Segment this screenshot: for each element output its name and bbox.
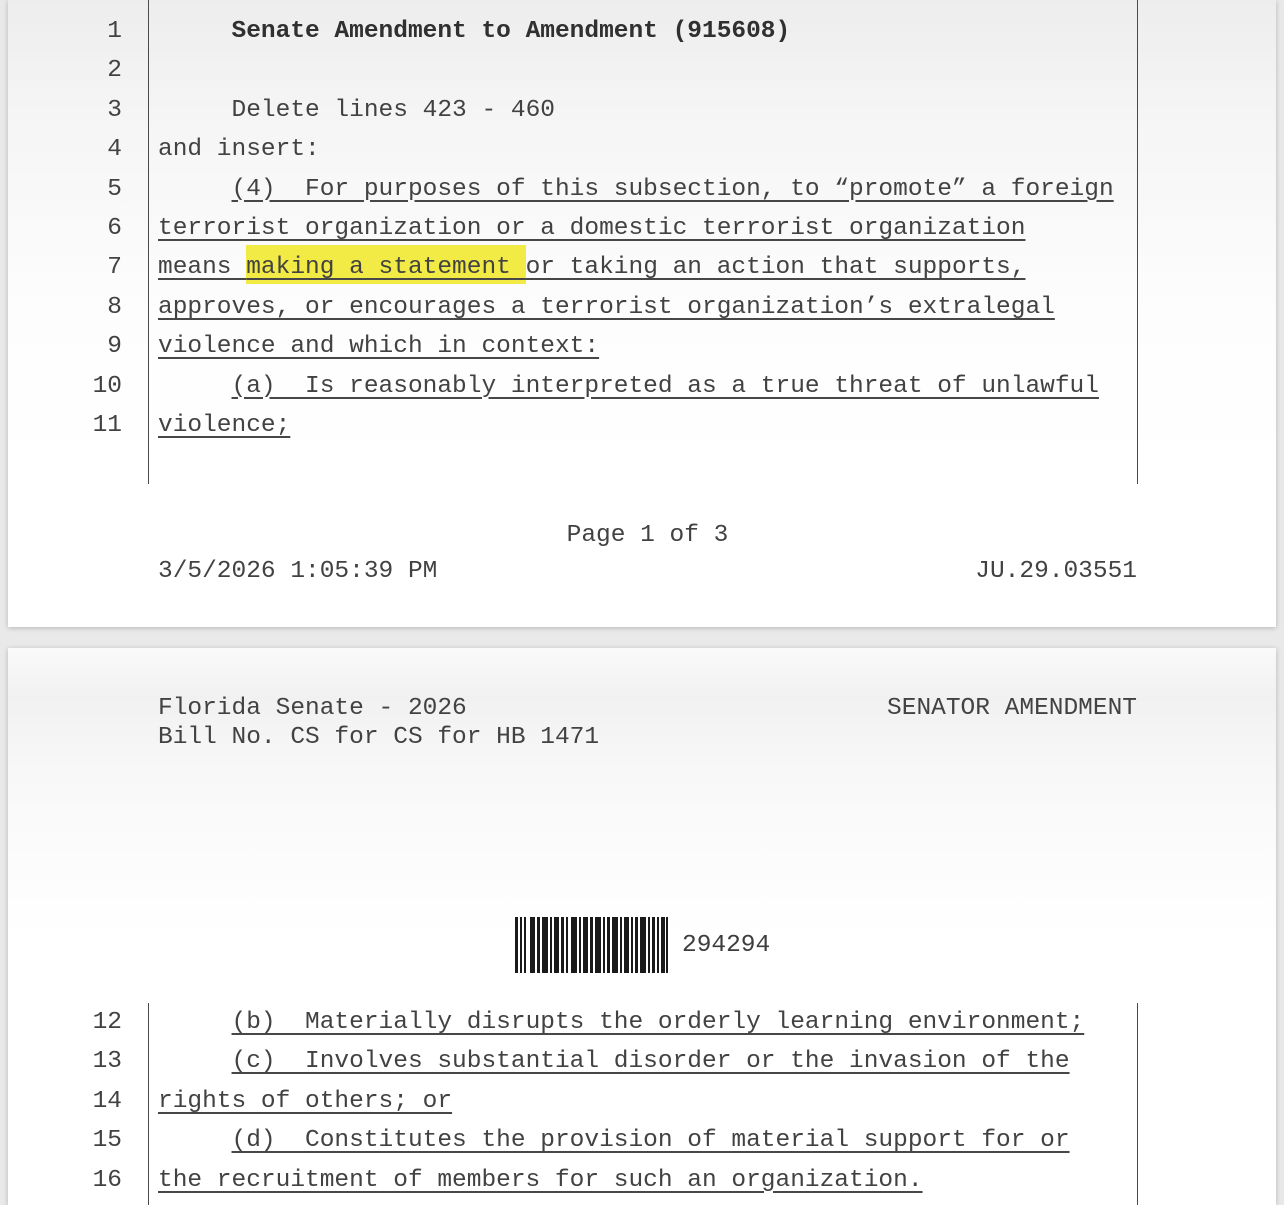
line-number: 7	[107, 254, 122, 282]
document-line	[8, 51, 1276, 90]
line-indent	[158, 176, 232, 203]
document-line	[8, 170, 1276, 209]
line-body	[158, 215, 1025, 242]
document-line	[8, 406, 1276, 445]
line-body	[232, 373, 1099, 400]
line-text	[158, 288, 1055, 327]
document-line	[8, 209, 1276, 248]
line-text	[158, 367, 1099, 406]
barcode-icon	[515, 917, 670, 973]
line-number: 4	[107, 136, 122, 164]
document-page-1	[8, 0, 1276, 627]
line-text	[158, 406, 290, 445]
line-text	[158, 209, 1025, 248]
line-text	[158, 1121, 1070, 1160]
line-text	[158, 327, 599, 366]
document-line	[8, 327, 1276, 366]
line-number: 8	[107, 293, 122, 321]
text-segment: approves, or encourages a terrorist organization’s extralegal	[158, 293, 1055, 321]
text-segment: means	[158, 254, 247, 282]
document-page-2	[8, 648, 1276, 1205]
line-text	[158, 1042, 1070, 1081]
line-body	[158, 1167, 923, 1194]
line-text	[158, 130, 320, 169]
text-segment: the recruitment of members for such an organization.	[158, 1166, 923, 1194]
text-segment: violence and which in context:	[158, 333, 600, 361]
line-body	[232, 18, 791, 45]
line-body	[158, 1088, 452, 1115]
document-line	[8, 1082, 1276, 1121]
line-indent	[158, 97, 232, 124]
document-line	[8, 1042, 1276, 1081]
document-line	[8, 12, 1276, 51]
text-segment: (d) Constitutes the provision of material support for or	[231, 1127, 1070, 1155]
document-line	[8, 130, 1276, 169]
line-body	[158, 245, 1025, 284]
line-text	[158, 1161, 923, 1200]
text-segment: terrorist organization or a domestic terrorist organization	[158, 214, 1026, 242]
line-indent	[158, 1127, 232, 1154]
page-number-label: Page 1 of 3	[566, 522, 729, 549]
text-segment: Senate Amendment to Amendment (915608)	[231, 18, 791, 45]
text-segment: Delete lines 423 - 460	[231, 96, 555, 124]
text-segment: violence;	[158, 411, 291, 439]
line-indent	[158, 1009, 232, 1036]
line-body	[232, 1048, 1070, 1075]
text-segment: (b) Materially disrupts the orderly learning environment;	[231, 1009, 1085, 1036]
line-text	[158, 248, 1025, 287]
line-text	[158, 12, 790, 51]
document-line	[8, 367, 1276, 406]
line-text	[158, 1082, 452, 1121]
line-body	[232, 97, 555, 124]
barcode-block	[515, 917, 770, 973]
line-number: 16	[92, 1166, 122, 1194]
page1-line-list	[8, 12, 1276, 445]
line-body	[158, 412, 290, 439]
page2-header-row2	[158, 723, 1137, 752]
line-number: 10	[92, 372, 122, 400]
line-body	[232, 1009, 1085, 1036]
header-session: Florida Senate - 2026	[158, 695, 467, 722]
barcode-number: 294294	[682, 931, 771, 959]
line-text	[158, 170, 1114, 209]
line-body	[232, 1127, 1070, 1154]
line-number: 12	[92, 1009, 122, 1036]
header-doc-type: SENATOR AMENDMENT	[887, 695, 1137, 722]
header-bill-number: Bill No. CS for CS for HB 1471	[158, 724, 600, 751]
line-indent	[158, 1048, 232, 1075]
line-text	[158, 91, 555, 130]
line-number: 3	[107, 96, 122, 124]
line-body	[232, 176, 1114, 203]
document-line	[8, 1161, 1276, 1200]
line-number: 15	[92, 1127, 122, 1155]
line-body	[158, 294, 1055, 321]
document-line	[8, 1003, 1276, 1042]
line-number: 6	[107, 214, 122, 242]
line-number: 11	[92, 411, 122, 439]
highlight-annotation: making a statement	[246, 245, 525, 284]
line-body	[158, 333, 599, 360]
text-segment: rights of others; or	[158, 1087, 453, 1115]
document-line	[8, 288, 1276, 327]
text-segment: and insert:	[158, 136, 320, 164]
text-segment: (c) Involves substantial disorder or the invasion of the	[231, 1048, 1070, 1076]
line-indent	[158, 373, 232, 400]
line-text	[158, 1003, 1084, 1042]
page2-line-list	[8, 1003, 1276, 1200]
line-indent	[158, 18, 232, 45]
document-line	[8, 91, 1276, 130]
line-number: 1	[107, 18, 122, 45]
text-segment: or taking an action that supports,	[525, 254, 1026, 282]
line-number: 5	[107, 175, 122, 203]
line-number: 2	[107, 57, 122, 85]
document-line	[8, 1121, 1276, 1160]
line-number: 9	[107, 333, 122, 361]
page1-footer-row	[158, 556, 1137, 588]
text-segment: (a) Is reasonably interpreted as a true threat of unlawful	[231, 372, 1099, 400]
page2-header-row1	[158, 694, 1137, 723]
footer-doc-code: JU.29.03551	[975, 558, 1137, 585]
footer-timestamp: 3/5/2026 1:05:39 PM	[158, 558, 438, 585]
line-number: 13	[92, 1048, 122, 1076]
line-number: 14	[92, 1087, 122, 1115]
line-body	[158, 136, 320, 163]
document-line	[8, 248, 1276, 287]
text-segment: (4) For purposes of this subsection, to “promote” a foreign	[231, 175, 1114, 203]
